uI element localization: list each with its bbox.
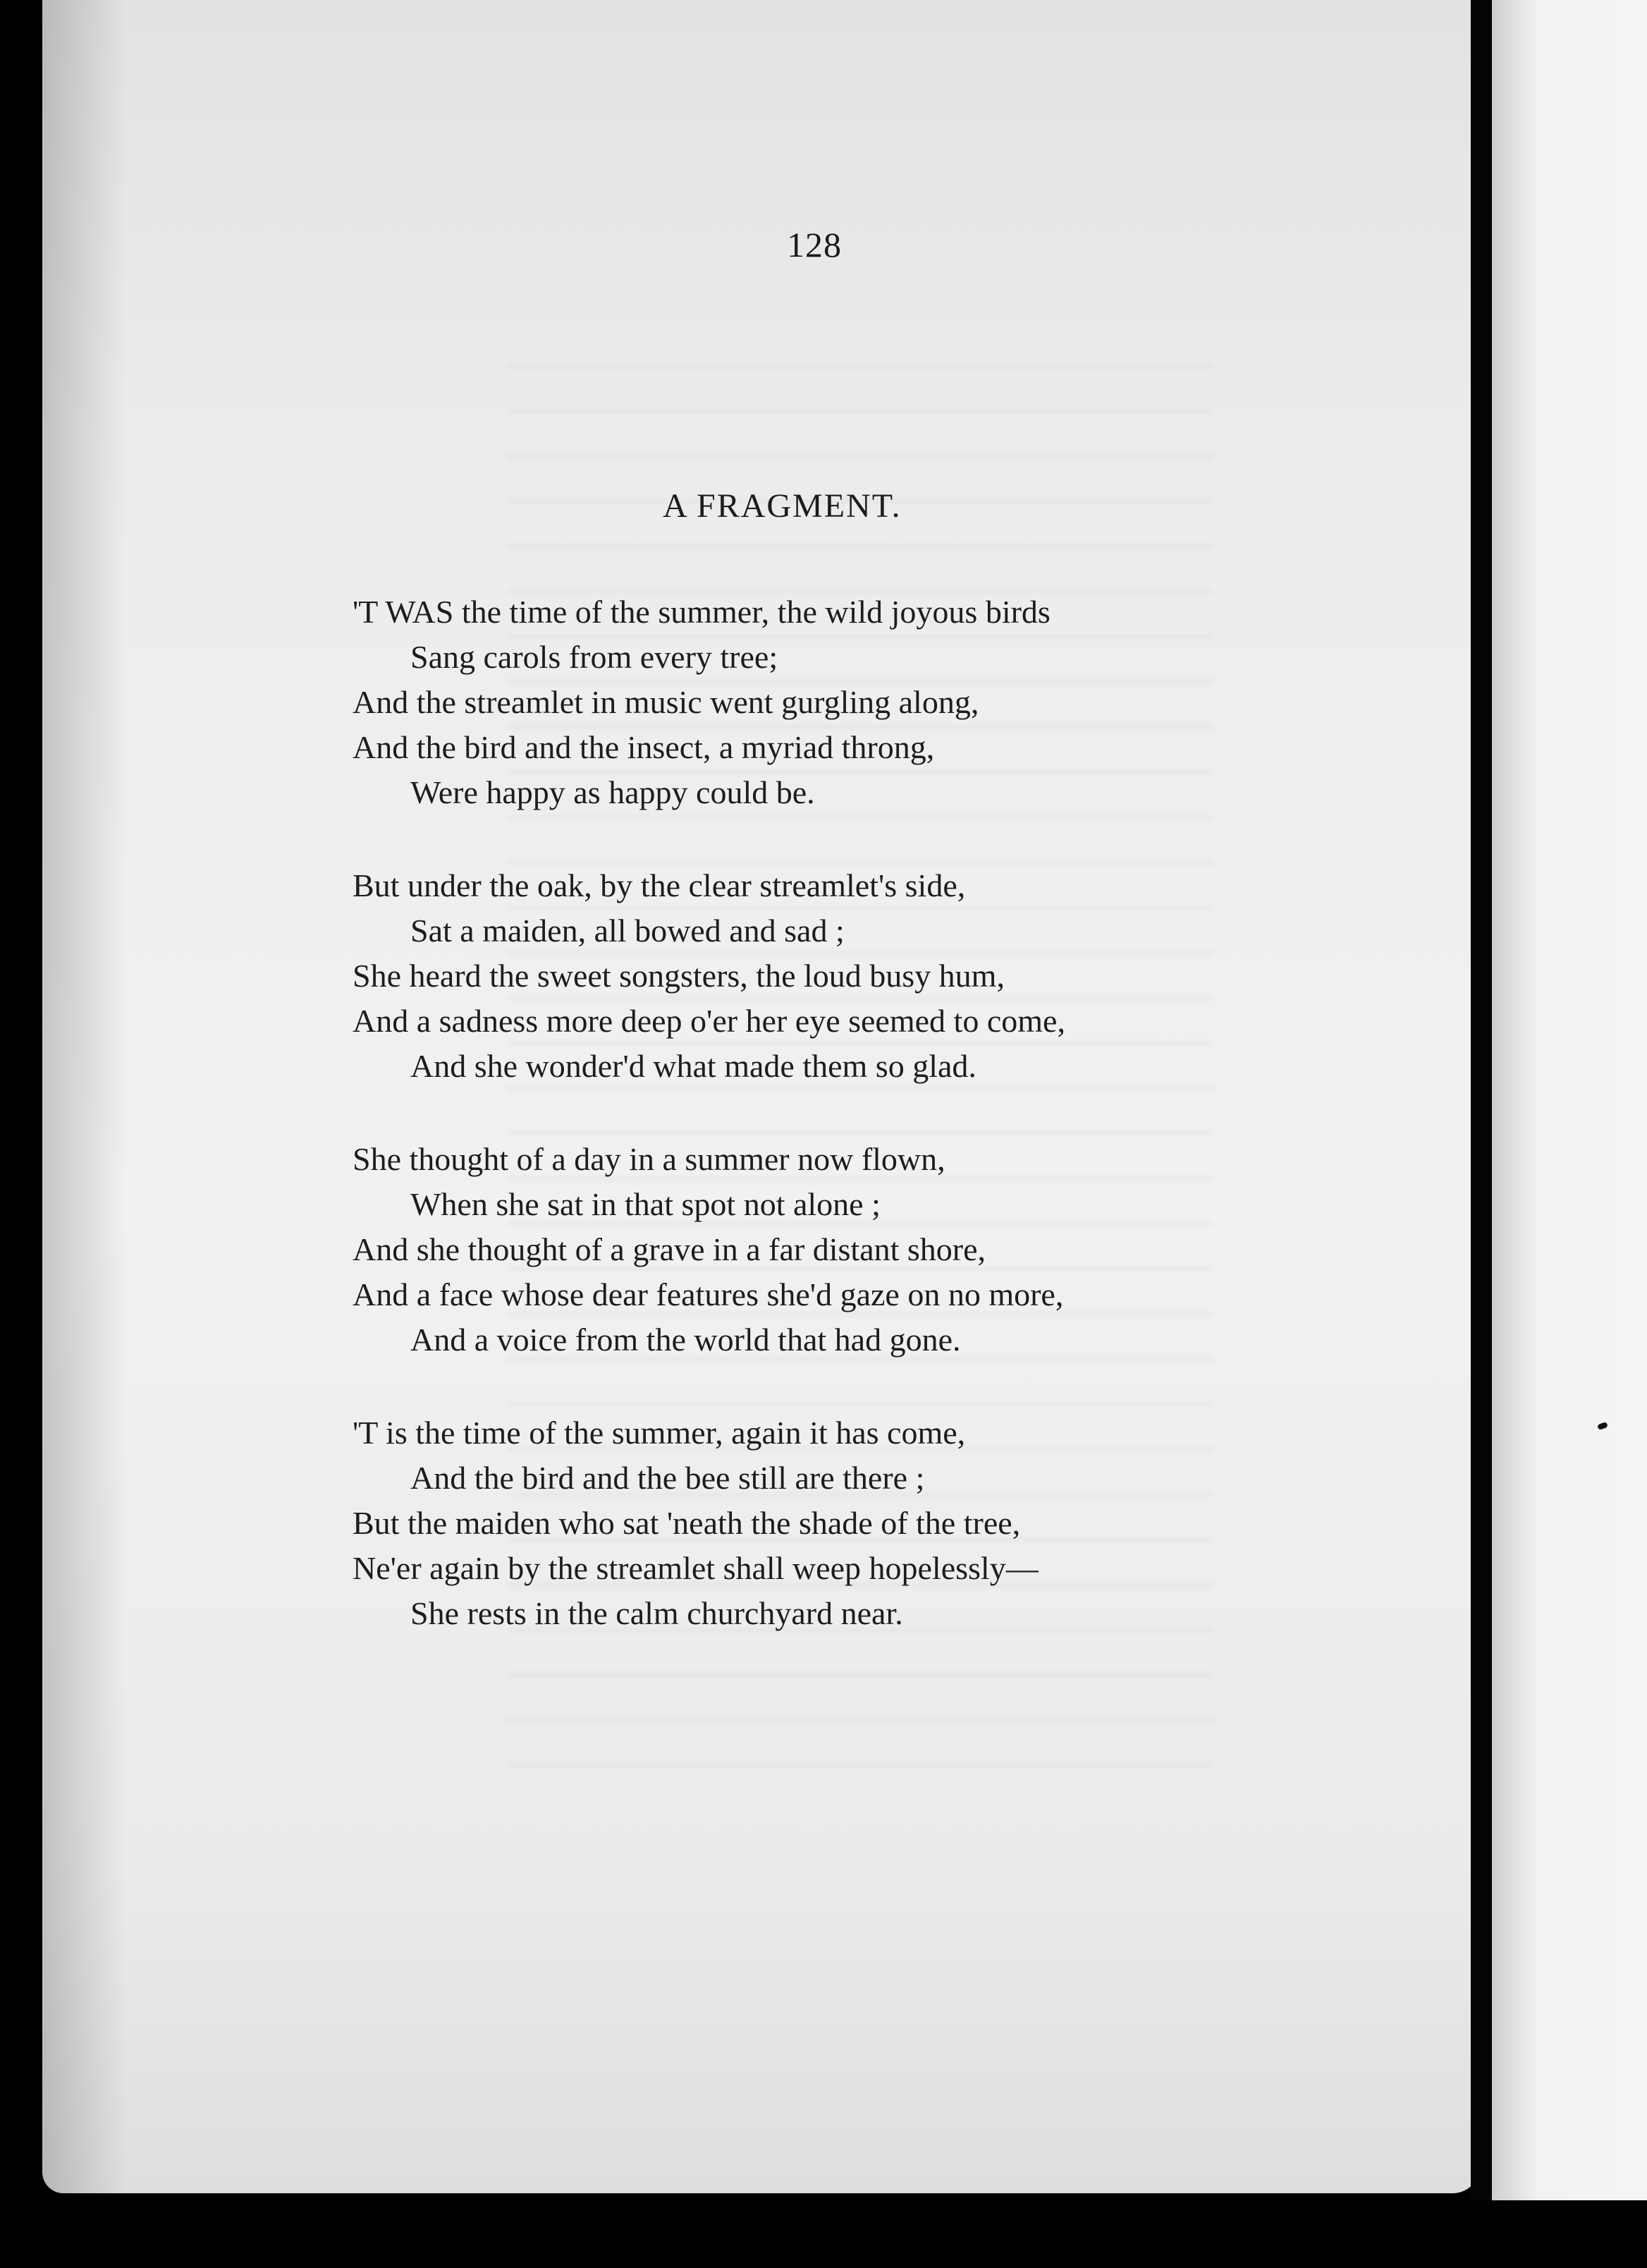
- poem-line: Were happy as happy could be.: [410, 774, 815, 810]
- poem-line: And a face whose dear features she'd gaze on no more,: [353, 1276, 1064, 1312]
- poem-line: Sang carols from every tree;: [410, 639, 778, 675]
- poem-line: She heard the sweet songsters, the loud busy hum,: [353, 958, 1005, 994]
- book-gutter: [1471, 0, 1492, 2268]
- poem-title: A FRAGMENT.: [663, 487, 902, 525]
- facing-page-edge: [1492, 0, 1647, 2268]
- poem-line: And the streamlet in music went gurgling along,: [353, 684, 979, 720]
- poem-line: When she sat in that spot not alone ;: [410, 1186, 881, 1222]
- stanza: [353, 1410, 1065, 1636]
- poem-line: 'T is the time of the summer, again it has come,: [353, 1415, 966, 1451]
- scan-border: [1471, 2200, 1647, 2268]
- poem-line: She rests in the calm churchyard near.: [410, 1595, 903, 1631]
- poem-line: Ne'er again by the streamlet shall weep hopelessly—: [353, 1550, 1039, 1586]
- stanza: [353, 1137, 1065, 1362]
- page-shadow: [42, 0, 127, 2193]
- poem-line: And a voice from the world that had gone.: [410, 1322, 961, 1358]
- stanza: [353, 863, 1065, 1089]
- poem-line: And the bird and the insect, a myriad throng,: [353, 729, 935, 765]
- stanza: [353, 590, 1065, 815]
- poem-line: But the maiden who sat 'neath the shade of the tree,: [353, 1505, 1021, 1541]
- poem-line: And she wonder'd what made them so glad.: [410, 1048, 976, 1084]
- poem-line: And she thought of a grave in a far distant shore,: [353, 1231, 986, 1267]
- page-number: 128: [787, 225, 842, 264]
- poem-line: But under the oak, by the clear streamlet's side,: [353, 867, 966, 903]
- poem-line: 'T WAS the time of the summer, the wild joyous birds: [353, 594, 1051, 630]
- poem-line: And the bird and the bee still are there ;: [410, 1460, 925, 1496]
- poem-line: And a sadness more deep o'er her eye seemed to come,: [353, 1003, 1065, 1039]
- poem-line: Sat a maiden, all bowed and sad ;: [410, 913, 845, 949]
- poem-body: [353, 590, 1065, 1684]
- poem-line: She thought of a day in a summer now flown,: [353, 1141, 945, 1177]
